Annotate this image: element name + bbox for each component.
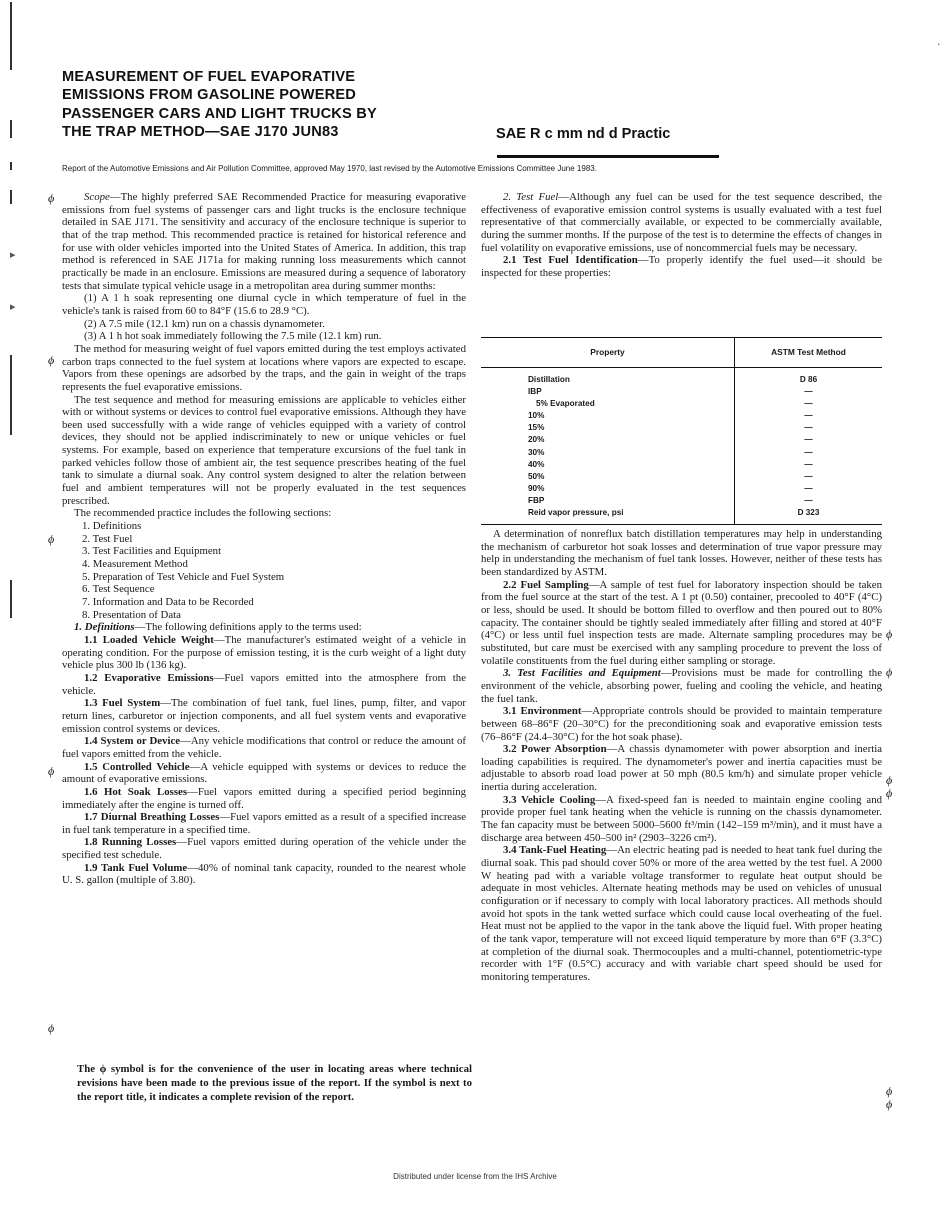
definition-heading: 1.6 Hot Soak Losses — [84, 785, 188, 798]
scope-paragraph — [62, 191, 466, 292]
property-cell: 50% — [481, 471, 735, 483]
definition-heading: 1.1 Loaded Vehicle Weight — [84, 633, 214, 646]
fuel-property-table — [481, 337, 882, 525]
method-cell: D 86 — [799, 375, 818, 384]
table-row — [481, 368, 882, 387]
tank-fuel-heating-text: —An electric heating pad is needed to heat tank fuel during the diurnal soak. This pad should cover 50% or more of the area wetted by the test fuel. A 2000 W heating pad with a variable voltage transformer to regulate heat output should be adequate in most vehicles. Alternate heating methods may be used on vehicles of unusual configuration or if necessary to comply with local laboratory practices. All methods should avoid hot spots in the tank wetted surface which could cause local overheating of the fuel. Heat must not be applied to the vapor in the tank above the liquid fuel. With proper heating of the tank vapor, temperature will not exceed liquid temperature by more than 6°F (3.3°C) at completion of the diurnal soak. Thermocouples and a multi-channel, potentiometric-type recorder with 1°F (0.5°C) accuracy and with variable chart speed should be used for monitoring temperatures. — [481, 844, 882, 983]
property-cell: FBP — [481, 495, 735, 507]
tank-fuel-heating-paragraph — [481, 844, 882, 983]
sampling-paragraph — [481, 579, 882, 668]
environment-paragraph — [481, 705, 882, 743]
facilities-paragraph — [481, 667, 882, 705]
table-row — [481, 507, 882, 525]
method-cell: — — [804, 495, 813, 505]
distillation-paragraph: A determination of nonreflux batch distillation temperatures may help in understanding the mechanism of carburetor hot soak losses and determination of true vapor pressure may help in understanding the mechanism of fuel tank losses. However, neither of these tests has been standardized by ASTM. — [481, 528, 882, 578]
property-cell: IBP — [481, 386, 735, 398]
test-fuel-paragraph — [481, 191, 882, 254]
test-fuel-heading: 2. Test Fuel — [503, 191, 559, 203]
environment-text: —Appropriate controls should be provided to maintain temperature between 68–86°F (20–30°C) for the preconditioning soak and evaporative emission tests (76–86°F (24.4–30°C) for the hot soak phase). — [481, 705, 882, 743]
method-cell: — — [804, 387, 813, 397]
revision-symbol: ϕ — [48, 1021, 55, 1035]
method-cell: — — [804, 483, 813, 493]
method-cell: — — [804, 435, 813, 445]
method-cell: — — [804, 399, 813, 409]
scope-heading: Scope — [84, 191, 110, 203]
section-list-item: 3. Test Facilities and Equipment — [82, 545, 222, 558]
sampling-heading: 2.2 Fuel Sampling — [503, 578, 589, 591]
sections-intro: The recommended practice includes the following sections: — [74, 507, 332, 520]
column-header-property: Property — [481, 338, 735, 368]
report-line: Report of the Automotive Emissions and Air Pollution Committee, approved May 1970, last revised by the Automotive Emissions Committee June 1983. — [62, 164, 597, 173]
definition-text: —The combination of fuel tank, fuel lines, pump, filter, and vapor return lines, carburetor or injection components, and all fuel system vents and evaporative emission control systems or devices. — [62, 697, 466, 735]
definition-text: —A vehicle equipped with systems or devices to reduce the amount of evaporative emissions. — [62, 760, 466, 786]
table-row — [481, 483, 882, 495]
definition-heading: 1.9 Tank Fuel Volume — [84, 861, 188, 874]
title-line: THE TRAP METHOD—SAE J170 JUN83 — [62, 124, 339, 141]
definition-text: —Fuel vapors emitted during operation of the vehicle under the specified test schedule. — [62, 836, 466, 862]
section-list-item: 2. Test Fuel — [82, 532, 133, 545]
vehicle-cooling-text: —A fixed-speed fan is needed to maintain engine cooling and provide proper fuel tank heating when the vehicle is running on the chassis dynamometer. The fan capacity must be between 5000–5600 ft³/min (142–159 m³/min), and it must have a discharge area between 450–500 in² (2903–3226 cm²). — [481, 793, 882, 844]
definition-heading: 1.5 Controlled Vehicle — [84, 760, 190, 773]
revision-symbol: ϕ — [886, 786, 893, 800]
sequence-paragraph: The test sequence and method for measuring emissions are applicable to vehicles either with or without systems or devices to control fuel evaporative emissions. Although they have been used successfully with a wide range of vehicles equipped with a variety of control devices, they should not be applied indiscriminately to new or unique vehicles or fuel systems. For example, based on experience that temperature excursions of the fuel tank in parked vehicles follow those of ambient air, the test sequence prescribes heating of the fuel tank to simulate a diurnal soak. Any control system designed to alter the relation between fuel and ambient temperatures will not be properly evaluated in the test sequences prescribed. — [62, 393, 466, 507]
definition-item — [62, 786, 466, 811]
method-paragraph: The method for measuring weight of fuel vapors emitted during the test employs activated carbon traps connected to the fuel system at locations where vapors are expected to escape. Vapors from these openings are adsorbed by the traps, and the gain in weight of the traps represents the fuel evaporative emissions. — [62, 342, 466, 393]
definition-text: —Fuel vapors emitted as a result of a specified increase in fuel tank temperature in a specified time. — [62, 811, 466, 836]
definitions-text: —The following definitions apply to the terms used: — [134, 621, 362, 634]
definition-text: —The manufacturer's estimated weight of a vehicle in operating condition. For the purpose of emission testing, it is the curb weight of a light duty vehicle plus 300 lb (136 kg). — [62, 633, 466, 672]
definitions-paragraph — [62, 621, 466, 634]
table-row — [481, 447, 882, 459]
definition-item — [62, 697, 466, 735]
definition-item — [62, 811, 466, 836]
definition-heading: 1.8 Running Losses — [84, 836, 177, 849]
header-rule — [497, 155, 719, 158]
table-row — [481, 422, 882, 434]
test-fuel-text: —Although any fuel can be used for the test sequence described, the effectiveness of evaporative emission control systems is usually evaluated with a test fuel representative of that commercially available, or expected to be commercially available, during the summer months. If the purpose of the test is to determine the effects of changes in fuel volatility on evaporative emissions, use of noncommercial fuels may be necessary. — [481, 191, 882, 254]
section-list-item: 5. Preparation of Test Vehicle and Fuel System — [82, 570, 285, 583]
power-absorption-paragraph — [481, 743, 882, 794]
document-title — [62, 68, 482, 142]
section-list-item: 8. Presentation of Data — [82, 608, 181, 621]
definition-heading: 1.2 Evaporative Emissions — [84, 671, 214, 684]
revision-symbol: ϕ — [886, 1084, 893, 1098]
margin-mark: ▸ — [10, 248, 16, 261]
revision-symbol: ϕ — [886, 665, 893, 679]
definition-item — [62, 761, 466, 786]
property-cell: 40% — [481, 459, 735, 471]
right-column-lower — [481, 528, 882, 984]
definition-item — [62, 836, 466, 861]
fuel-identification-paragraph — [481, 254, 882, 279]
table-row — [481, 386, 882, 398]
section-list-item: 1. Definitions — [82, 520, 142, 533]
revision-symbol: ϕ — [48, 532, 55, 546]
cycle-item: (3) A 1 h hot soak immediately following the 7.5 mile (12.1 km) run. — [84, 330, 382, 343]
margin-mark: · — [937, 38, 941, 51]
definitions-heading: 1. Definitions — [74, 621, 135, 634]
revision-symbol: ϕ — [886, 773, 893, 787]
definition-item — [62, 862, 466, 887]
revision-symbol: ϕ — [886, 1097, 893, 1111]
cycle-item: (2) A 7.5 mile (12.1 km) run on a chassis dynamometer. — [84, 317, 325, 330]
right-column — [481, 191, 882, 280]
definition-item — [62, 672, 466, 697]
table-row — [481, 434, 882, 446]
table-row — [481, 459, 882, 471]
method-cell: — — [804, 423, 813, 433]
method-cell: — — [804, 471, 813, 481]
facilities-text: —Provisions must be made for controlling the environment of the vehicle, absorbing power, fueling and cooling the vehicle, and heating the fuel tank. — [481, 667, 882, 705]
table-row — [481, 410, 882, 422]
definition-heading: 1.3 Fuel System — [84, 697, 161, 710]
definition-text: —40% of nominal tank capacity, rounded to the nearest whole U. S. gallon (multiple of 3.80). — [62, 861, 466, 887]
property-cell: 90% — [481, 483, 735, 495]
title-line: PASSENGER CARS AND LIGHT TRUCKS BY — [62, 105, 377, 122]
definition-text: —Fuel vapors emitted during a specified period beginning immediately after the engine is turned off. — [62, 785, 466, 811]
footer-license: Distributed under license from the IHS Archive — [393, 1172, 557, 1181]
definition-item — [62, 634, 466, 672]
property-cell: 5% Evaporated — [481, 398, 735, 410]
definition-text: —Any vehicle modifications that control or reduce the amount of fuel vapors emitted from the vehicle. — [62, 735, 466, 760]
table-row — [481, 398, 882, 410]
method-cell: — — [804, 459, 813, 469]
property-cell: 15% — [481, 422, 735, 434]
table-row — [481, 471, 882, 483]
property-cell: 20% — [481, 434, 735, 446]
column-header-astm-method: ASTM Test Method — [735, 338, 883, 368]
title-line: MEASUREMENT OF FUEL EVAPORATIVE — [62, 69, 356, 85]
method-cell: — — [804, 411, 813, 421]
left-column — [62, 191, 466, 887]
sampling-text: —A sample of test fuel for laboratory inspection should be taken from the fuel source at the start of the test. A 1 pt (0.50) container, precooled to 40°F (4°C) or less, should be used. It should be bottom filled to overflow and then poured out to 80% capacity. The container should be tightly sealed immediately after filling and stored at 40°F (4°C) or less until fuel inspection tests are made. Alternate sampling procedures may be substituted, but care must be exercised with any sampling procedure to prevent the loss of volatile constituents from the fuel during either sampling or storage. — [481, 578, 882, 667]
scope-text: —The highly preferred SAE Recommended Practice for measuring evaporative emissions from fuel systems of passenger cars and light trucks is the enclosure technique detailed in SAE J171. The sensitivity and accuracy of the enclosure technique is superior to that of the trap method. This recommended practice is retained for historical reference and for use with older vehicles imported into the United States of America. In addition, this trap method is referenced in SAE J171a for making running loss measurements which cannot practically be made in an enclosure. Emissions are measured during a sequence of laboratory tests that simulate typical vehicle usage in a metropolitan area during summer months: — [62, 191, 466, 292]
definition-heading: 1.4 System or Device — [84, 735, 181, 748]
table-row — [481, 495, 882, 507]
section-list-item: 4. Measurement Method — [82, 558, 188, 571]
revision-note: The ϕ symbol is for the convenience of the user in locating areas where technical revisions have been made to the previous issue of the report. If the symbol is next to the report title, it indicates a complete revision of the report. — [77, 1063, 472, 1103]
revision-symbol: ϕ — [48, 764, 55, 778]
property-cell: Distillation — [481, 368, 735, 387]
fuel-identification-text: —To properly identify the fuel used—it should be inspected for these properties: — [481, 254, 882, 279]
revision-symbol: ϕ — [48, 353, 55, 367]
title-line: EMISSIONS FROM GASOLINE POWERED — [62, 87, 357, 104]
cycle-item: (1) A 1 h soak representing one diurnal cycle in which temperature of fuel in the vehicle's tank is raised from 60 to 84°F (15.6 to 28.9 °C). — [62, 292, 466, 317]
binding-edge — [10, 0, 12, 1219]
method-cell: D 323 — [797, 508, 820, 518]
table-header-row — [481, 338, 882, 368]
section-list-item: 6. Test Sequence — [82, 583, 155, 596]
definition-text: —Fuel vapors emitted into the atmosphere from the vehicle. — [62, 671, 466, 697]
power-absorption-heading: 3.2 Power Absorption — [503, 743, 607, 756]
definition-heading: 1.7 Diurnal Breathing Losses — [84, 811, 220, 824]
definition-item — [62, 735, 466, 760]
property-cell: 10% — [481, 410, 735, 422]
environment-heading: 3.1 Environment — [503, 705, 582, 718]
vehicle-cooling-paragraph — [481, 794, 882, 845]
margin-mark: ▸ — [10, 300, 16, 313]
vehicle-cooling-heading: 3.3 Vehicle Cooling — [503, 793, 596, 806]
practice-label: SAE R c mm nd d Practic — [496, 126, 671, 142]
tank-fuel-heating-heading: 3.4 Tank-Fuel Heating — [503, 844, 607, 857]
revision-symbol: ϕ — [48, 191, 55, 205]
section-list-item: 7. Information and Data to be Recorded — [82, 596, 254, 608]
fuel-identification-heading: 2.1 Test Fuel Identification — [503, 254, 638, 267]
facilities-heading: 3. Test Facilities and Equipment — [503, 667, 661, 680]
method-cell: — — [804, 447, 813, 457]
revision-symbol: ϕ — [886, 627, 893, 641]
property-cell: Reid vapor pressure, psi — [481, 507, 735, 525]
power-absorption-text: —A chassis dynamometer with power absorption and inertia loading capabilities is required. The dynamometer's power and inertia capacities must be adjustable to absorb road load power at 50 mph (80.5 km/h) and simulate proper vehicle inertia during acceleration. — [481, 743, 882, 794]
property-cell: 30% — [481, 447, 735, 459]
